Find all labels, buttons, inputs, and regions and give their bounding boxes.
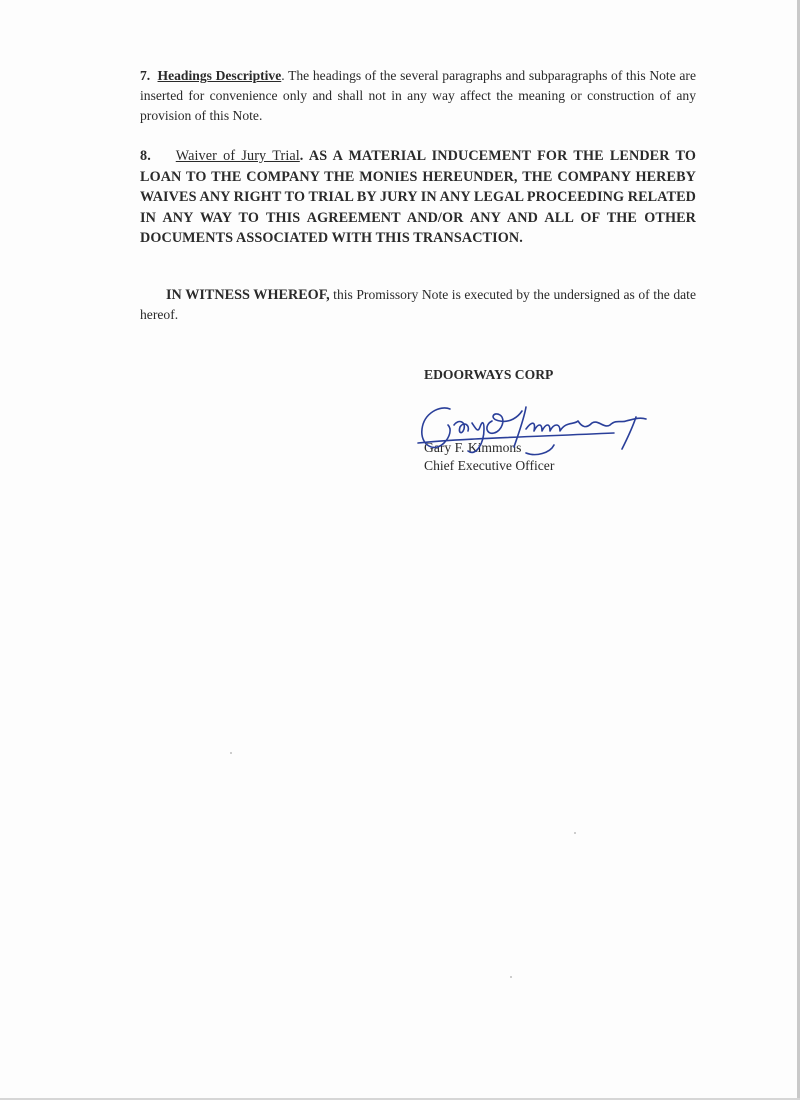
signer-title: Chief Executive Officer: [424, 458, 555, 473]
witness-text: this Promissory Note is executed by the undersigned as of the date hereof.: [140, 286, 696, 322]
scan-speck: [510, 976, 512, 978]
paragraph-7-text: . The headings of the several paragraphs and subparagraphs of this Note are inserted for convenience only and shall not in any way affect the meaning or construction of any provision of this Note.: [140, 68, 696, 123]
paragraph-8: [140, 146, 696, 249]
handwritten-signature: [414, 399, 664, 463]
paragraph-8-number: 8.: [140, 148, 151, 164]
paragraph-8-text: . AS A MATERIAL INDUCEMENT FOR THE LENDER TO LOAN TO THE COMPANY THE MONIES HEREUNDER, THE COMPANY HEREBY WAIVES ANY RIGHT TO TRIAL BY JURY IN ANY LEGAL PROCEEDING RELATED IN ANY WAY TO THIS AGREEMENT AND/OR ANY AND ALL OF THE OTHER DOCUMENTS ASSOCIATED WITH THIS TRANSACTION.: [140, 148, 696, 246]
signer-name: Gary F. Kimmons: [424, 440, 522, 455]
company-name: EDOORWAYS CORP: [424, 367, 554, 382]
document-body: [140, 66, 696, 325]
witness-clause: [140, 285, 696, 325]
paragraph-7-heading: Headings Descriptive: [157, 68, 282, 83]
paragraph-7: [140, 66, 696, 126]
signature-area: [424, 399, 684, 463]
signature-block: [424, 365, 684, 475]
scan-speck: [230, 752, 232, 754]
witness-lead: IN WITNESS WHEREOF,: [166, 286, 330, 303]
paragraph-7-number: 7.: [140, 68, 151, 83]
scan-speck: [574, 832, 576, 834]
paragraph-8-heading: Waiver of Jury Trial: [175, 148, 300, 164]
